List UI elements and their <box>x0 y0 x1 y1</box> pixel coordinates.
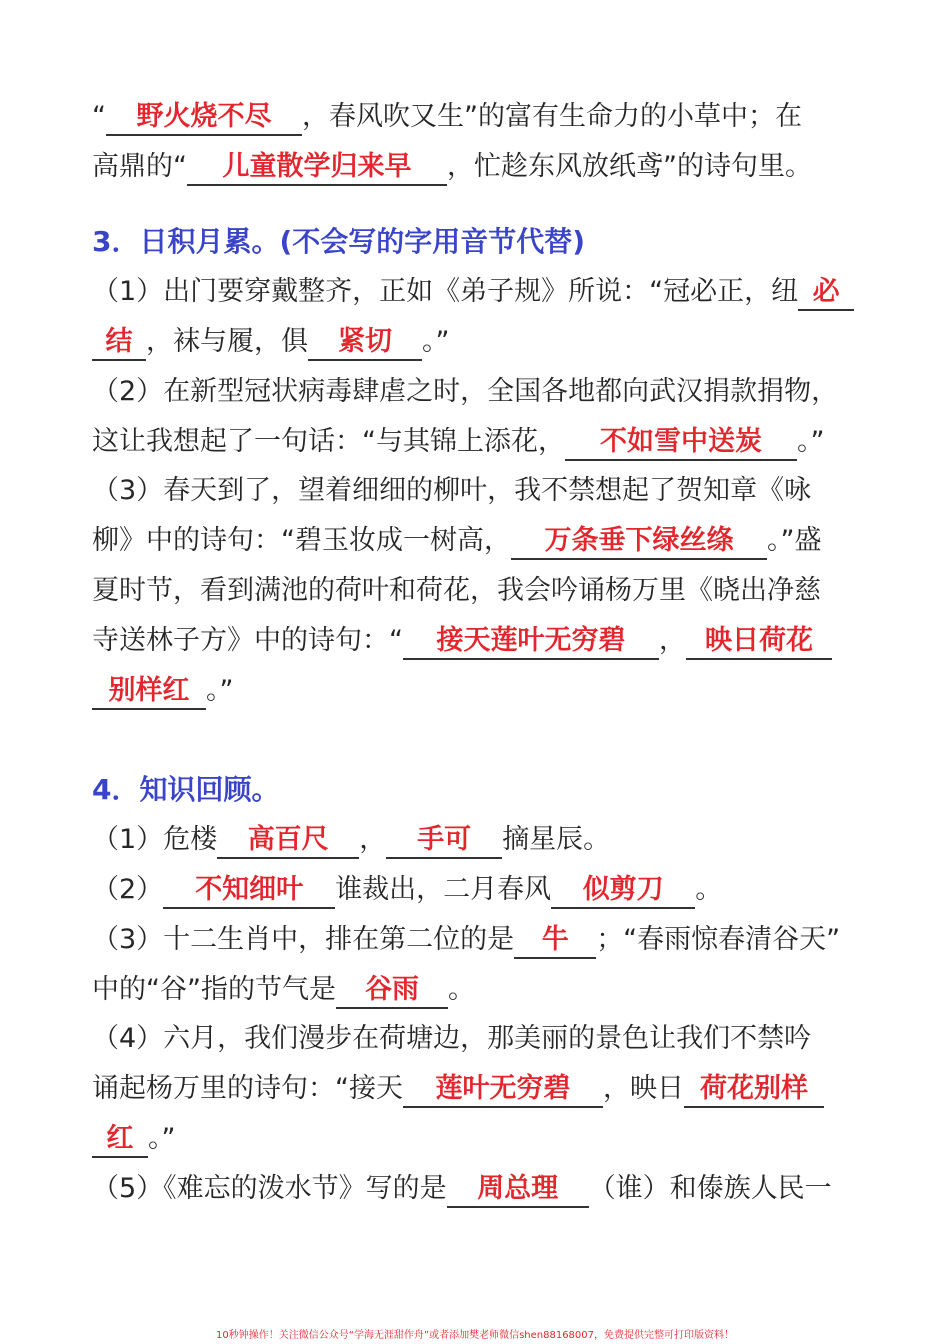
answer-text: 别样红 <box>108 675 190 706</box>
s4-q5-line <box>92 1169 872 1209</box>
s4-q1-line <box>92 820 872 860</box>
text: ，忙趁东风放纸鸢”的诗句里。 <box>447 151 812 182</box>
answer-text: 结 <box>105 326 133 357</box>
text: 这让我想起了一句话：“与其锦上添花， <box>92 426 565 457</box>
s4-q4-line-1 <box>92 1019 872 1059</box>
text: （2） <box>92 874 164 905</box>
answer-blank <box>447 1172 589 1208</box>
text: （谁）和傣族人民一 <box>588 1173 832 1204</box>
section-4-heading: 4．知识回顾。 <box>92 773 280 806</box>
answer-text: 高百尺 <box>247 824 329 855</box>
text: 谁裁出，二月春风 <box>335 874 552 905</box>
answer-blank <box>514 923 596 959</box>
s3-q3-line-5 <box>92 671 872 711</box>
text: ，映日 <box>603 1073 684 1104</box>
answer-text: 莲叶无穷碧 <box>435 1073 571 1104</box>
answer-blank <box>308 325 422 361</box>
text: 寺送林子方》中的诗句：“ <box>92 625 403 656</box>
s3-q3-line-4 <box>92 621 872 661</box>
answer-blank <box>92 674 206 710</box>
answer-text: 周总理 <box>477 1173 559 1204</box>
answer-text: 不知细叶 <box>195 874 304 905</box>
answer-text: 野火烧不尽 <box>136 101 272 132</box>
text: （2）在新型冠状病毒肆虐之时，全国各地都向武汉捐款捐物， <box>92 376 839 407</box>
s3-q1-line-2 <box>92 322 872 362</box>
answer-text: 红 <box>106 1123 134 1154</box>
text: 。” <box>206 675 234 706</box>
answer-blank <box>403 1072 603 1108</box>
intro-line-2 <box>92 147 872 187</box>
text: ；“春雨惊春清谷天” <box>596 924 841 955</box>
s3-q2-line-1 <box>92 372 872 412</box>
answer-text: 儿童散学归来早 <box>222 151 412 182</box>
section-3-heading: 3．日积月累。(不会写的字用音节代替) <box>92 225 586 258</box>
answer-text: 荷花别样 <box>700 1073 808 1104</box>
s3-q3-line-3 <box>92 571 872 611</box>
s3-q1-line-1 <box>92 272 872 312</box>
answer-blank <box>403 624 659 660</box>
answer-blank <box>92 325 146 361</box>
answer-blank <box>798 275 854 311</box>
answer-blank <box>92 1122 148 1158</box>
answer-blank <box>511 524 767 560</box>
text: （4）六月，我们漫步在荷塘边，那美丽的景色让我们不禁吟 <box>92 1023 812 1054</box>
s3-q3-line-1 <box>92 471 872 511</box>
answer-text: 映日荷花 <box>705 625 813 656</box>
text: 中的“谷”指的节气是 <box>92 974 336 1005</box>
text: （1）危楼 <box>92 824 218 855</box>
text: ， <box>659 625 686 656</box>
text: 。 <box>447 974 475 1005</box>
answer-blank <box>163 873 335 909</box>
text: 。” <box>422 326 450 357</box>
answer-blank <box>386 823 502 859</box>
answer-text: 手可 <box>417 824 472 855</box>
s4-q4-line-3 <box>92 1119 872 1159</box>
s4-q4-line-2 <box>92 1069 872 1109</box>
text: 。” <box>797 426 825 457</box>
answer-text: 万条垂下绿丝绦 <box>544 525 734 556</box>
text: （3）十二生肖中，排在第二位的是 <box>92 924 515 955</box>
answer-text: 必 <box>812 276 840 307</box>
answer-text: 紧切 <box>338 326 392 357</box>
text: （5）《难忘的泼水节》写的是 <box>92 1173 447 1204</box>
answer-blank <box>217 823 359 859</box>
answer-blank <box>565 425 797 461</box>
text: “ <box>92 101 106 132</box>
text: ， <box>359 824 387 855</box>
text: 诵起杨万里的诗句：“接天 <box>92 1073 403 1104</box>
s4-q3-line-1 <box>92 920 872 960</box>
answer-blank <box>686 624 832 660</box>
s4-q3-line-2 <box>92 970 872 1010</box>
text: 摘星辰。 <box>502 824 611 855</box>
answer-text: 接天莲叶无穷碧 <box>436 625 626 656</box>
s3-q3-line-2 <box>92 521 872 561</box>
footer-notice: 10秒钟操作！关注微信公众号“学海无涯甜作舟”或者添加樊老师微信shen88168007，免费提供完整可打印版资料！ <box>215 1330 735 1341</box>
text: 高鼎的“ <box>92 151 187 182</box>
text: 夏时节，看到满池的荷叶和荷花，我会吟诵杨万里《晓出净慈 <box>92 575 821 606</box>
answer-text: 谷雨 <box>364 974 419 1005</box>
text: 柳》中的诗句：“碧玉妆成一树高， <box>92 525 511 556</box>
text: （1）出门要穿戴整齐，正如《弟子规》所说：“冠必正，纽 <box>92 276 799 307</box>
answer-text: 不如雪中送炭 <box>600 426 762 457</box>
answer-blank <box>684 1072 824 1108</box>
s4-q2-line <box>92 870 872 910</box>
text: （3）春天到了，望着细细的柳叶，我不禁想起了贺知章《咏 <box>92 475 812 506</box>
text: ，春风吹又生”的富有生命力的小草中；在 <box>302 101 802 132</box>
answer-blank <box>106 100 302 136</box>
answer-blank <box>187 150 447 186</box>
text: 。 <box>695 874 723 905</box>
answer-text: 牛 <box>541 924 569 955</box>
s3-q2-line-2 <box>92 422 872 462</box>
text: 。”盛 <box>767 525 822 556</box>
answer-blank <box>336 973 448 1009</box>
answer-text: 似剪刀 <box>582 874 664 905</box>
answer-blank <box>551 873 695 909</box>
intro-line-1 <box>92 97 872 137</box>
text: ，袜与履，俱 <box>146 326 308 357</box>
text: 。” <box>148 1123 176 1154</box>
